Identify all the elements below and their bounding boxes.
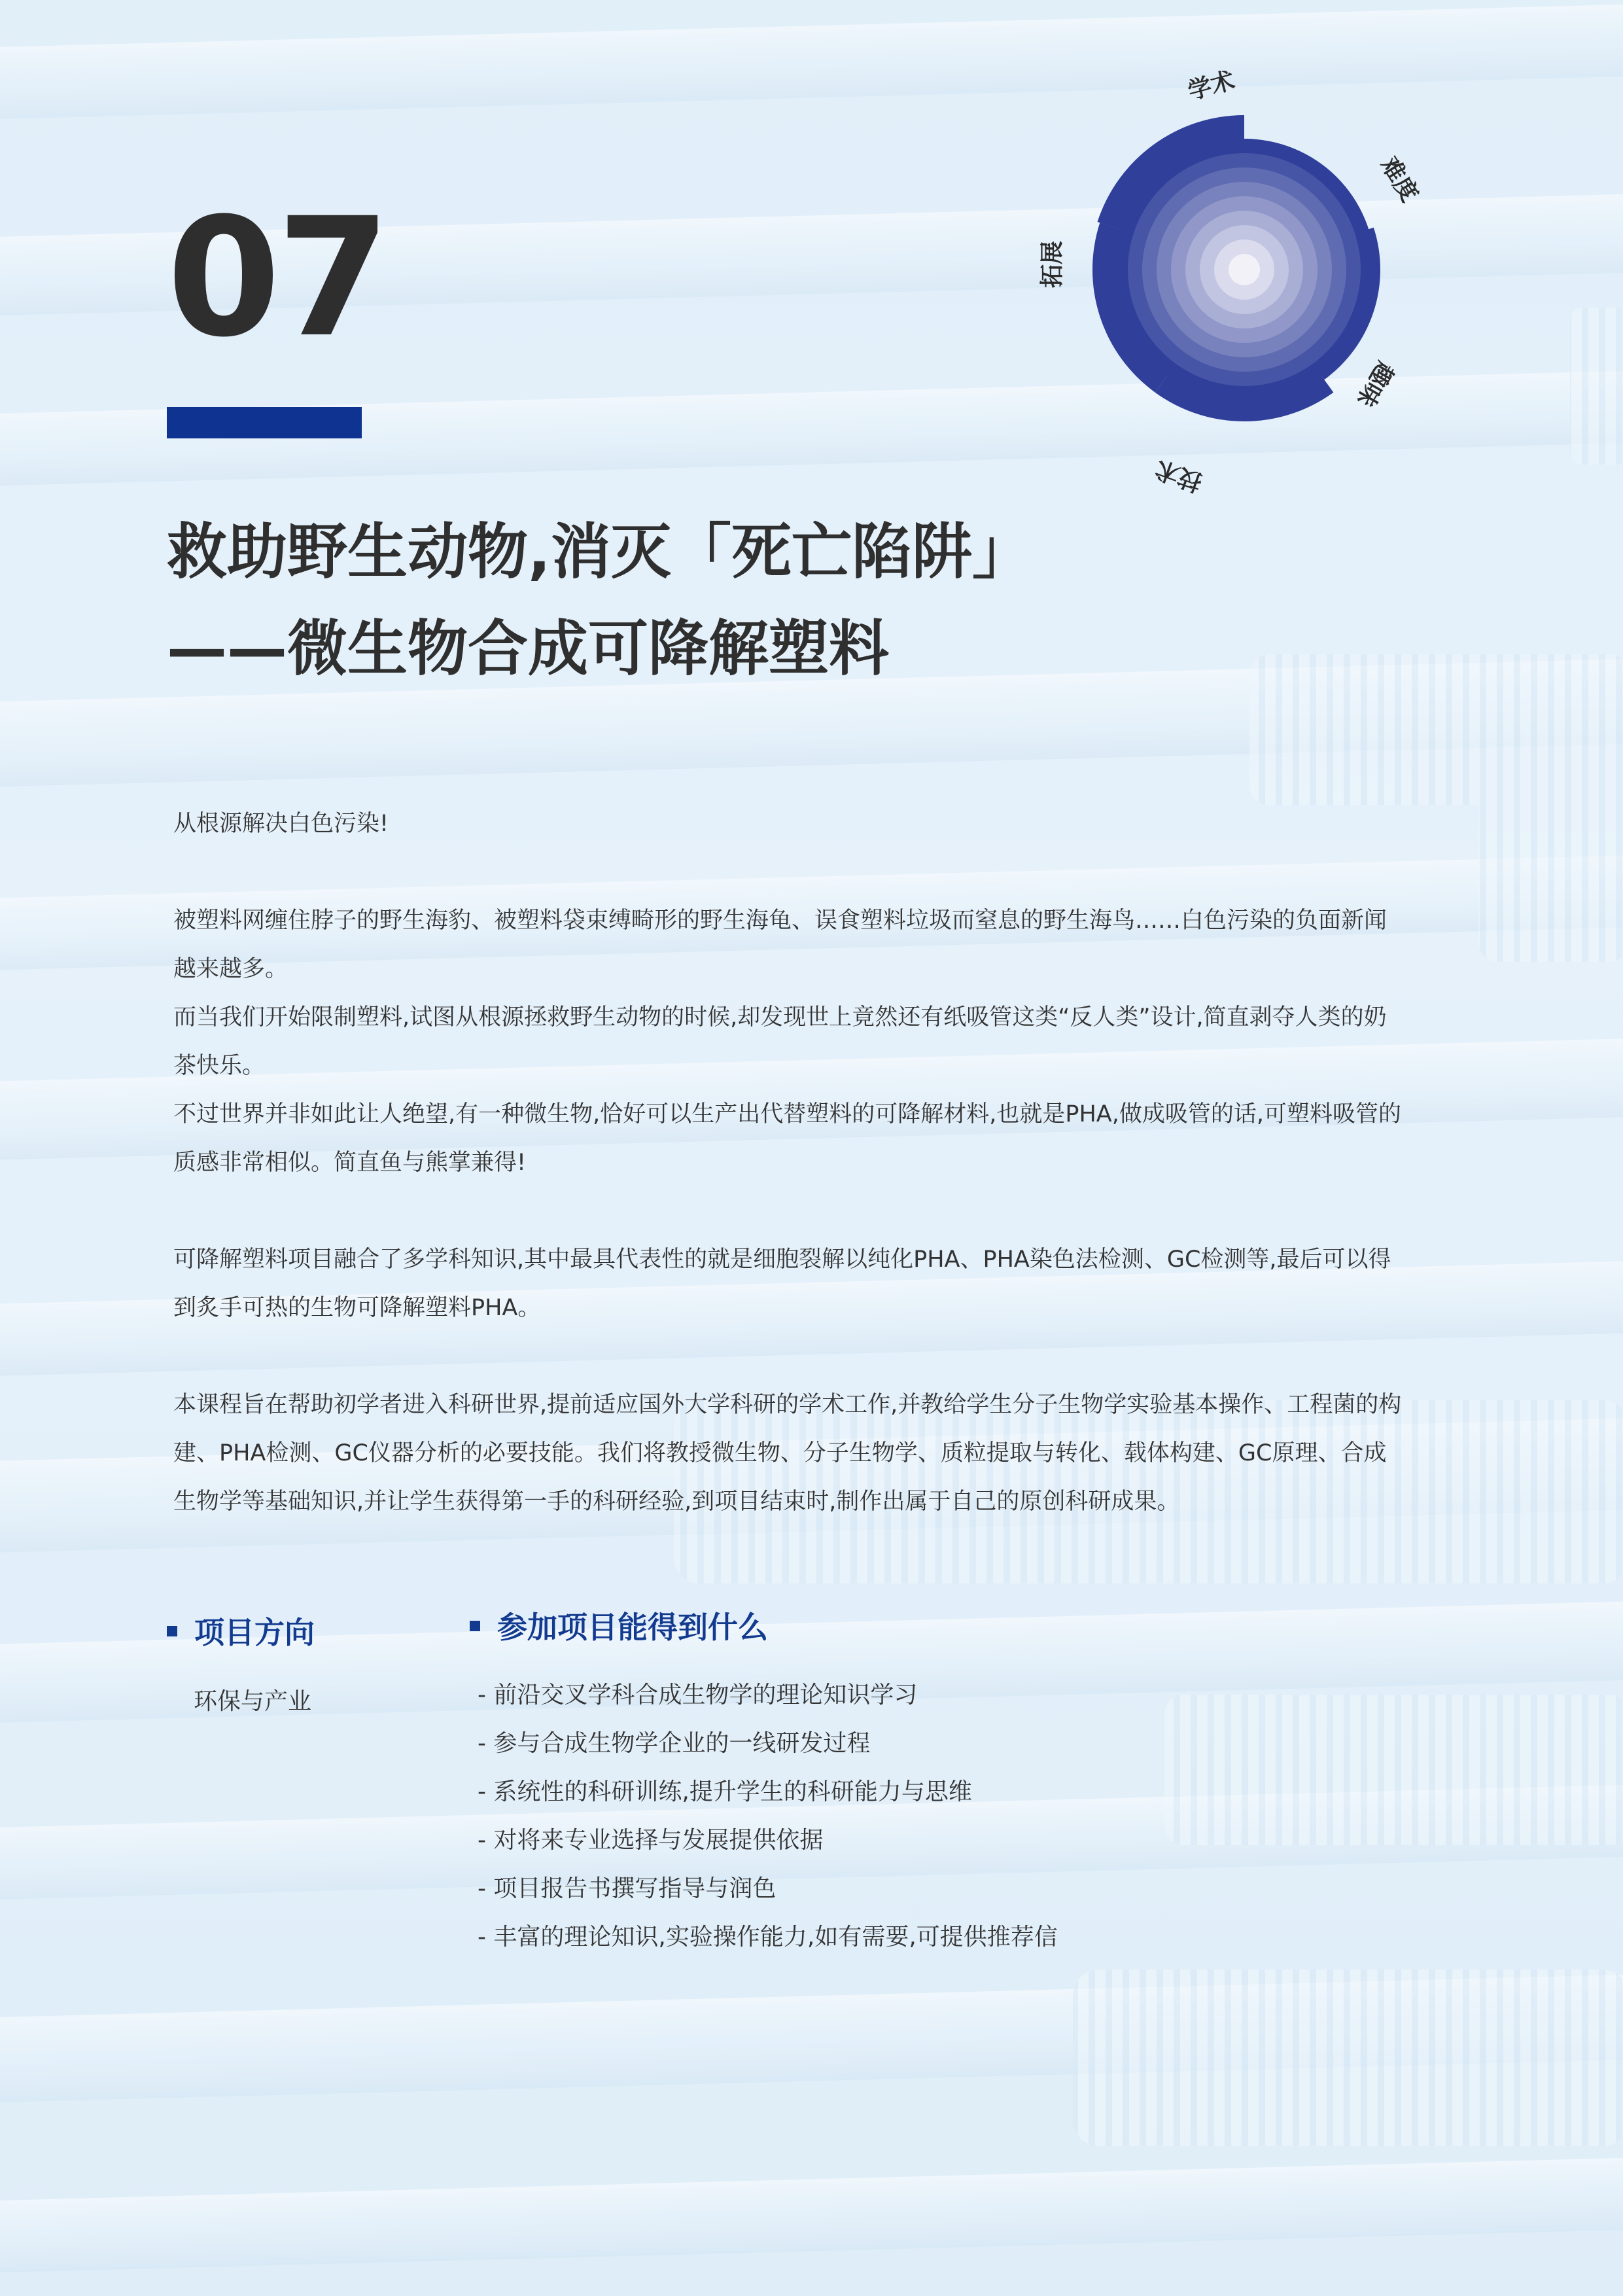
bullet-square-icon <box>470 1621 480 1631</box>
intro-paragraph-3: 不过世界并非如此让人绝望,有一种微生物,恰好可以生产出代替塑料的可降解材料,也就是PHA,做成吸管的话,可塑料吸管的质感非常相似。简直鱼与熊掌兼得! <box>173 1101 1401 1176</box>
direction-value: 环保与产业 <box>194 1688 312 1715</box>
radar-label-interest: 趣味 <box>1352 357 1399 412</box>
radar-label-technique: 技术 <box>1152 454 1206 497</box>
page-title <box>167 504 1032 698</box>
intro-paragraph-5: 本课程旨在帮助初学者进入科研世界,提前适应国外大学科研的学术工作,并教给学生分子生物学实验基本操作、工程菌的构建、PHA检测、GC仪器分析的必要技能。我们将教授微生物、分子生物学、质粒提取与转化、载体构建、GC原理、合成生物学等基础知识,并让学生获得第一手的科研经验,到项目结束时,制作出属于自己的原创科研成果。 <box>173 1392 1402 1515</box>
title-line-1: 救助野生动物,消灭「死亡陷阱」 <box>167 517 1032 587</box>
benefit-item: - 项目报告书撰写指导与润色 <box>478 1875 777 1902</box>
benefits-heading <box>470 1610 768 1645</box>
accent-bar <box>167 407 362 438</box>
page-number: 07 <box>167 183 387 373</box>
intro-text <box>173 800 1403 1526</box>
radar-label-extension: 拓展 <box>1039 240 1066 288</box>
benefit-item: - 对将来专业选择与发展提供依据 <box>478 1827 824 1854</box>
benefit-item: - 参与合成生物学企业的一线研发过程 <box>478 1730 871 1757</box>
bullet-square-icon <box>167 1626 177 1636</box>
direction-heading-text: 项目方向 <box>194 1615 315 1650</box>
radar-rings <box>1092 115 1380 421</box>
intro-paragraph-2: 而当我们开始限制塑料,试图从根源拯救野生动物的时候,却发现世上竟然还有纸吸管这类“反人类”设计,简直剥夺人类的奶茶快乐。 <box>173 1004 1387 1079</box>
benefits-heading-text: 参加项目能得到什么 <box>497 1610 768 1645</box>
direction-heading <box>167 1617 315 1648</box>
benefits-list <box>478 1671 1058 1962</box>
intro-lead: 从根源解决白色污染! <box>173 811 389 837</box>
benefit-item: - 系统性的科研训练,提升学生的科研能力与思维 <box>478 1778 972 1805</box>
radar-ring <box>1229 254 1260 285</box>
benefit-item: - 丰富的理论知识,实验操作能力,如有需要,可提供推荐信 <box>478 1924 1058 1951</box>
benefit-item: - 前沿交叉学科合成生物学的理论知识学习 <box>478 1682 918 1708</box>
title-line-2: ——微生物合成可降解塑料 <box>167 614 890 684</box>
intro-paragraph-4: 可降解塑料项目融合了多学科知识,其中最具代表性的就是细胞裂解以纯化PHA、PHA染色法检测、GC检测等,最后可以得到炙手可热的生物可降解塑料PHA。 <box>173 1246 1391 1321</box>
radar-label-difficulty: 难度 <box>1375 152 1423 207</box>
intro-paragraph-1: 被塑料网缠住脖子的野生海豹、被塑料袋束缚畸形的野生海龟、误食塑料垃圾而窒息的野生海鸟……白色污染的负面新闻越来越多。 <box>173 908 1387 982</box>
rating-radial-chart <box>1007 52 1465 510</box>
radar-label-academic: 学术 <box>1185 67 1238 105</box>
